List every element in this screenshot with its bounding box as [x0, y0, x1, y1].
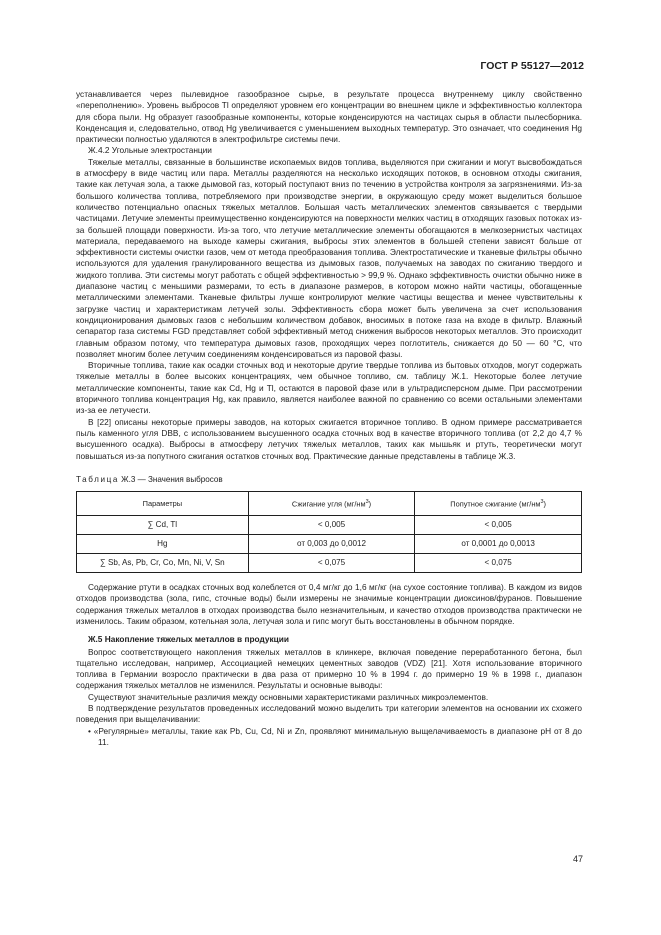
table-header-row [77, 492, 582, 516]
table-cell: ∑ Cd, Tl [77, 516, 249, 535]
paragraph: Содержание ртути в осадках сточных вод колеблется от 0,4 мг/кг до 1,6 мг/кг (на сухое состояние топлива). В каждом из видов отходов производства (зола, гипс, сточные воды) были измерены не значимые концентрации диоксинов/фуранов. Повышение содержания тяжелых металлов в отходах производства было незначительным, и качество отходов производства практически не изменилось. Таким образом, котельная зола, летучая зола и гипс могут быть восстановлены в обычном порядке. [76, 582, 582, 626]
column-header-parameters: Параметры [77, 492, 249, 516]
document-header: ГОСТ Р 55127—2012 [480, 60, 584, 72]
paragraph: Существуют значительные различия между основными характеристиками различных микроэлементов. [88, 691, 489, 702]
table-cell: < 0,005 [415, 516, 582, 535]
page-number: 47 [572, 854, 583, 864]
column-header-coal-combustion: Сжигание угля $(мг/нм^3)$ [248, 492, 415, 516]
table-cell: Hg [77, 535, 249, 554]
paragraph: В подтверждение результатов проведенных исследований можно выделить три категории элементов на основании их схожего поведения при выщелачивании: [76, 703, 582, 725]
paragraph: Тяжелые металлы, связанные в большинстве ископаемых видов топлива, выделяются при сжигании и могут высвобождаться в атмосферу в виде частиц или пара. Металлы разделяются на несколько исходящих потоков, в основном отходы сжигания, такие как летучая зола, а также дымовой газ, который поступают вниз по течению в устройства контроля за загрязнениями. Из-за большого количества топлива, потребляемого при производстве энергии, в окружающую среду может выделиться большое количество потенциально опасных тяжелых металлов. Большая часть металлических элементов связывается с твердыми частицами. Летучие элементы преимущественно конденсируются на поверхности мелких частиц в отходящих газовых потоках из-за большей площади поверхности. Из-за того, что летучие металлические элементы обогащаются в мелкозернистых частицах материала, передаваемого на выходе камеры сжигания, выбросы этих элементов в большей степени зависят больше от эффективности системы очистки газов, чем от метода преобразования топлива. Электростатические и тканевые фильтры обычно используются для удаления гранулированного вещества из дымовых газов, получаемых на заводах по сжиганию твердого и жидкого топлива. Эти системы могут работать с общей эффективностью > 99,9 %. Однако эффективность очистки обычно ниже в диапазоне частиц с меньшими размерами, то есть в диапазоне размеров, в котором можно найти частицы, обогащенные металлическими элементами. Тканевые фильтры лучше контролируют мелкие частицы вещества и менее чувствительны к загрузке частиц и характеристикам летучей золы. Эффективность сбора может быть увеличена за счет использования кондиционирования дымовых газов с небольшим количеством добавок, вносимых в потоке газа на входе в фильтр. Влажный сепаратор газа системы FGD представляет собой эффективный метод снижения выбросов некоторых металлов. Это происходит главным образом потому, что температура дымовых газов, проходящих через поглотитель, снижается до 50 — 60 °С, что позволяет многим более летучим соединениям конденсироваться из паровой фазы. [76, 156, 582, 359]
section-title: Ж.5 Накопление тяжелых металлов в продукции [88, 634, 289, 645]
table-cell: < 0,005 [248, 516, 415, 535]
paragraph: Вопрос соответствующего накопления тяжелых металлов в клинкере, включая поведение переработанного бетона, был тщательно исследован, например, Ассоциацией немецких цементных заводов (VDZ) [21]. Хотя использование вторичного топлива в Германии возросло практически в два раза от примерно 10 % в 1994 г. до примерно 19 % в 1998 г., диапазон содержания тяжелых металлов не изменился. Результаты и основные выводы: [76, 646, 582, 691]
table-cell: < 0,075 [248, 554, 415, 573]
bullet-icon: • [88, 725, 94, 736]
table-caption-text: Ж.3 — Значения выбросов [118, 474, 223, 484]
column-header-co-combustion: Попутное сжигание $(мг/нм^3)$ [415, 492, 582, 516]
table-row [77, 516, 582, 535]
bullet-item: • «Регулярные» металлы, такие как Pb, Cu, Cd, Ni и Zn, проявляют минимальную выщелачиваемость в диапазоне pH от 8 до 11. [88, 725, 582, 747]
table-row [77, 535, 582, 554]
table-cell: ∑ Sb, As, Pb, Cr, Co, Mn, Ni, V, Sn [77, 554, 249, 573]
table-caption-prefix: Таблица [76, 474, 119, 484]
table-row [77, 554, 582, 573]
table-cell: от 0,003 до 0,0012 [248, 535, 415, 554]
page-body [76, 89, 582, 748]
table-cell: от 0,0001 до 0,0013 [415, 535, 582, 554]
paragraph: Вторичные топлива, такие как осадки сточных вод и некоторые другие твердые топлива из бытовых отходов, могут содержать тяжелые металлы в более высоких концентрациях, чем обычное топливо, см. таблицу Ж.1. Некоторые более летучие металлические компоненты, такие как Cd, Hg и Tl, остаются в паровой фазе или в ультрадисперсном дыме. При рассмотрении вторичного топлива концентрация Hg, как правило, является наиболее важной по сравнению со всеми остальными элементами из-за ее летучести. [76, 360, 582, 416]
table-cell: < 0,075 [415, 554, 582, 573]
subsection-title: Ж.4.2 Угольные электростанции [88, 145, 212, 156]
paragraph: В [22] описаны некоторые примеры заводов, на которых сжигается вторичное топливо. В одном примере рассматривается пыль каменного угля DBB, с использованием высушенного осадка сточных вод в качестве вторичного топлива (от 2,2 до 4,7 % высушенного осадка). Выбросы в атмосферу летучих тяжелых металлов, таких как мышьяк и ртуть, теоретически могут повышаться из-за попутного сжигания остатков сточных вод. Практические данные представлены в таблице Ж.3. [76, 416, 582, 461]
emissions-table [76, 491, 582, 573]
table-caption [76, 474, 582, 485]
paragraph: устанавливается через пылевидное газообразное сырье, в результате процесса внутреннему циклу свойственно «переполнению». Уровень выбросов Tl определяют уровнем его концентрации во внешнем цикле и эффективностью коллектора для сбора пыли. Hg образует газообразные компоненты, которые конденсируются на частицах сырья в области пылесборника. Конденсация и, следовательно, отвод Hg увеличивается с уменьшением выходных температур. Это означает, что соединения Hg практически полностью удаляются в электрофильтре системы печи. [76, 89, 582, 145]
